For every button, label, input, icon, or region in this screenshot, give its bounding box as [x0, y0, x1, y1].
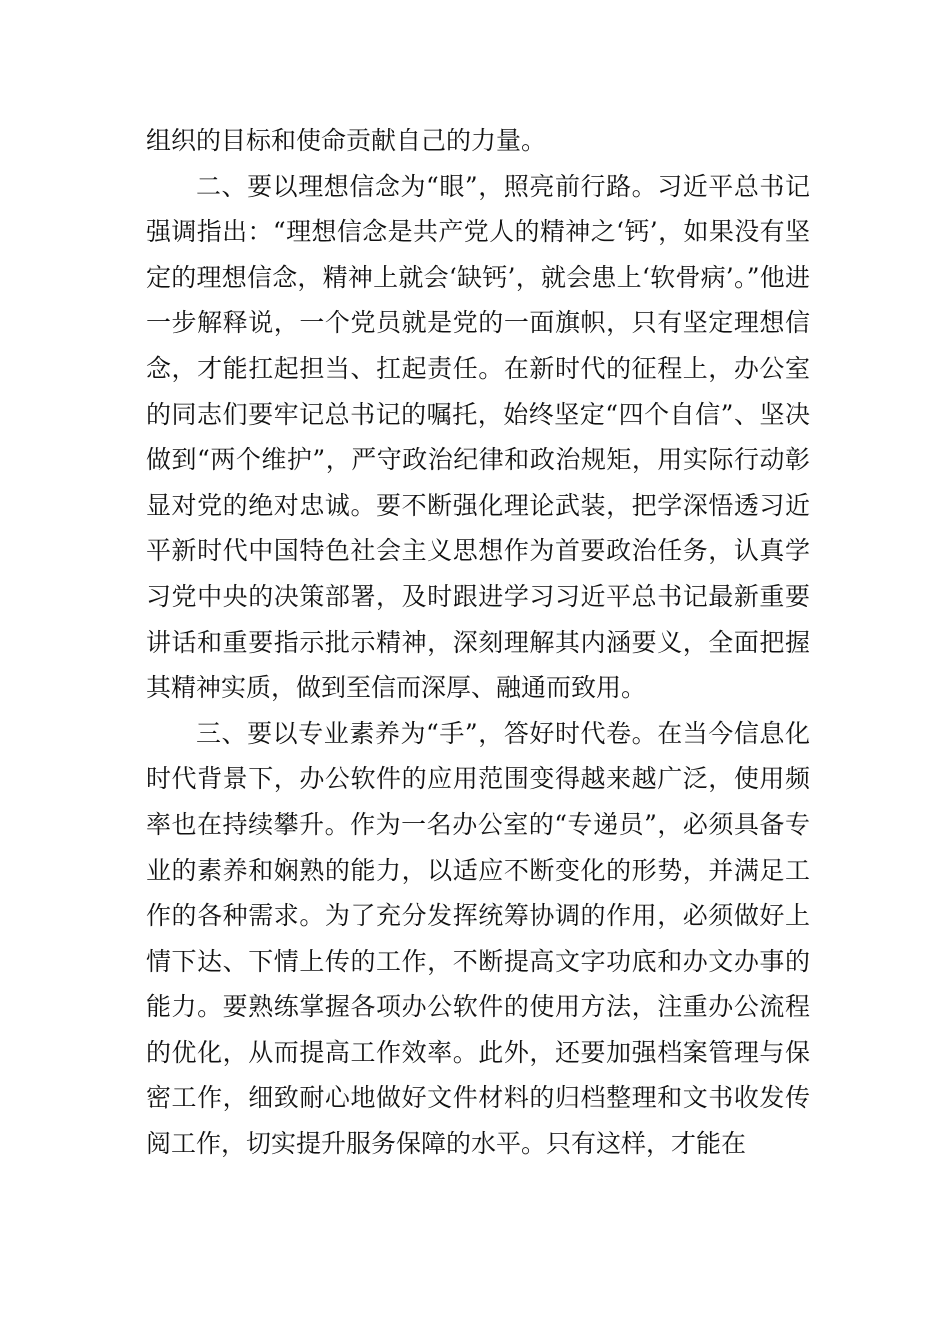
- paragraph-professional-skills: 三、要以专业素养为“手”，答好时代卷。在当今信息化时代背景下，办公软件的应用范围变得越来越广泛，使用频率也在持续攀升。作为一名办公室的“专递员”，必须具备专业的素养和娴熟的能力，以适应不断变化的形势，并满足工作的各种需求。为了充分发挥统筹协调的作用，必须做好上情下达、下情上传的工作，不断提高文字功底和办文办事的能力。要熟练掌握各项办公软件的使用方法，注重办公流程的优化，从而提高工作效率。此外，还要加强档案管理与保密工作，细致耐心地做好文件材料的归档整理和文书收发传阅工作，切实提升服务保障的水平。只有这样，才能在: [146, 718, 810, 1159]
- paragraph-ideals-beliefs: 二、要以理想信念为“眼”，照亮前行路。习近平总书记强调指出：“理想信念是共产党人的精神之‘钙’，如果没有坚定的理想信念，精神上就会‘缺钙’，就会患上‘软骨病’。”他进一步解释说，一个党员就是党的一面旗帜，只有坚定理想信念，才能扛起担当、扛起责任。在新时代的征程上，办公室的同志们要牢记总书记的嘱托，始终坚定“四个自信”、坚决做到“两个维护”，严守政治纪律和政治规矩，用实际行动彰显对党的绝对忠诚。要不断强化理论武装，把学深悟透习近平新时代中国特色社会主义思想作为首要政治任务，认真学习党中央的决策部署，及时跟进学习习近平总书记最新重要讲话和重要指示批示精神，深刻理解其内涵要义，全面把握其精神实质，做到至信而深厚、融通而致用。: [146, 171, 810, 703]
- document-body: [146, 118, 810, 1167]
- paragraph-continuation: 组织的目标和使命贡献自己的力量。: [146, 126, 547, 155]
